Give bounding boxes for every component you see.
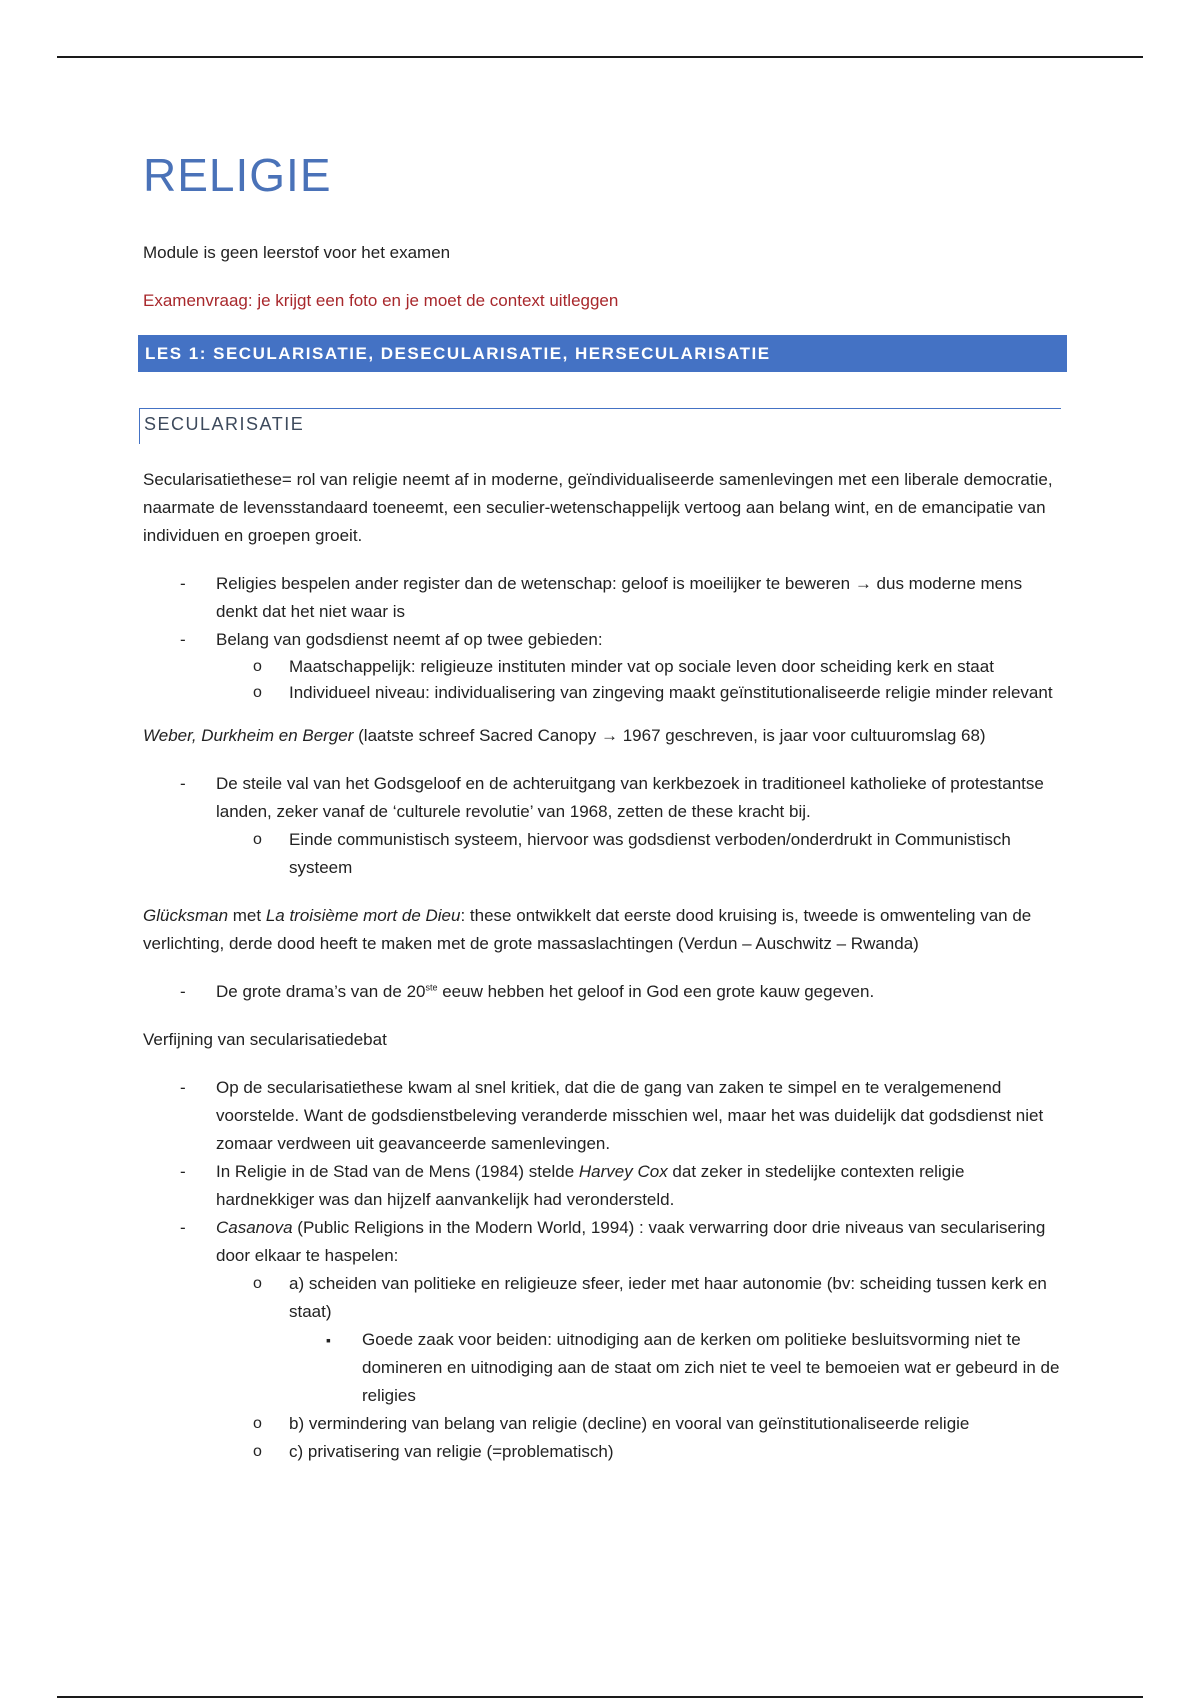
list-item <box>143 770 1063 882</box>
list-item-text: Op de secularisatiethese kwam al snel kritiek, dat die de gang van zaken te simpel en te veralgemenend voorstelde. Want de godsdienstbeleving veranderde misschien wel, maar het was duidelijk dat godsdienst niet zomaar verdween uit geavanceerde samenlevingen. <box>216 1078 1044 1153</box>
module-note: Module is geen leerstof voor het examen <box>143 243 451 262</box>
glucksman-paragraph <box>143 902 1063 958</box>
sub-list-item-text: Maatschappelijk: religieuze instituten minder vat op sociale leven door scheiding kerk en staat <box>289 657 994 676</box>
list-item-text: (Public Religions in the Modern World, 1994) : vaak verwarring door drie niveaus van secularisering door elkaar te haspelen: <box>216 1218 1046 1265</box>
superscript: ste <box>425 982 438 993</box>
weber-paragraph <box>143 722 1063 750</box>
sub-list-item <box>143 1410 1063 1438</box>
list-item <box>143 978 1063 1006</box>
list-item-text-end: dat zeker in stedelijke contexten religie hardnekkiger was dan hijzelf aanvankelijk had verondersteld. <box>216 1162 965 1209</box>
sub-list-item <box>143 826 1063 882</box>
sub-list <box>216 1270 1063 1466</box>
sub-list-item <box>143 654 1063 680</box>
sub-list <box>216 826 1063 882</box>
list-item <box>143 570 1063 626</box>
list-item <box>143 626 1063 706</box>
document-page <box>143 145 1063 1466</box>
list-item <box>143 1214 1063 1466</box>
sub-list-item <box>143 1270 1063 1410</box>
list-item-text: Belang van godsdienst neemt af op twee gebieden: <box>216 630 603 649</box>
secularization-definition: Secularisatiethese= rol van religie neemt af in moderne, geïndividualiseerde samenlevingen met een liberale democratie, naarmate de levensstandaard toeneemt, een seculier-wetenschappelijk vertoog aan belang wint, en de emancipatie van individuen en groepen groeit. <box>143 470 1053 545</box>
sub-list-item <box>143 680 1063 706</box>
list-item <box>143 1158 1063 1214</box>
list-item-text: Religies bespelen ander register dan de wetenschap: geloof is moeilijker te beweren → dus moderne mens denkt dat het niet waar is <box>216 574 1023 621</box>
sub-list-item-text: b) vermindering van belang van religie (decline) en vooral van geïnstitutionaliseerde religie <box>289 1414 970 1433</box>
book-title: La troisième mort de Dieu <box>265 906 461 925</box>
bullet-list-3 <box>143 978 1063 1006</box>
author-name: Casanova <box>216 1218 293 1237</box>
connector-text: met <box>228 906 266 925</box>
author-name: Glücksman <box>143 906 229 925</box>
sub-list-item-text: c) privatisering van religie (=problematisch) <box>289 1442 614 1461</box>
list-item-text: De grote drama’s van de 20 <box>216 982 426 1001</box>
bullet-list-1 <box>143 570 1063 706</box>
author-names: Weber, Durkheim en Berger <box>143 726 354 745</box>
sub-sub-list-item <box>143 1326 1063 1410</box>
sub-list <box>216 654 1063 706</box>
weber-text: (laatste schreef Sacred Canopy → 1967 geschreven, is jaar voor cultuuromslag 68) <box>353 726 986 745</box>
bullet-list-2 <box>143 770 1063 882</box>
sub-list-item-text: Individueel niveau: individualisering van zingeving maakt geïnstitutionaliseerde religie minder relevant <box>289 683 1053 702</box>
page-top-rule <box>57 56 1143 58</box>
sub-list-item-text: Einde communistisch systeem, hiervoor was godsdienst verboden/onderdrukt in Communistisch systeem <box>289 830 1011 877</box>
section-heading: SECULARISATIE <box>139 408 1061 444</box>
list-item-text-end: eeuw hebben het geloof in God een grote kauw gegeven. <box>437 982 875 1001</box>
list-item-text: In Religie in de Stad van de Mens (1984) stelde <box>216 1162 579 1181</box>
glucksman-text: : these ontwikkelt dat eerste dood kruising is, tweede is omwenteling van de verlichting, derde dood heeft te maken met de grote massaslachtingen (Verdun – Auschwitz – Rwanda) <box>143 906 1032 953</box>
sub-list-item-text: a) scheiden van politieke en religieuze sfeer, ieder met haar autonomie (bv: scheiding tussen kerk en staat) <box>289 1274 1047 1321</box>
sub-sub-list <box>289 1326 1063 1410</box>
author-name: Harvey Cox <box>578 1162 668 1181</box>
refinement-heading: Verfijning van secularisatiedebat <box>143 1030 387 1049</box>
lesson-heading: LES 1: SECULARISATIE, DESECULARISATIE, HERSECULARISATIE <box>138 335 1067 372</box>
page-bottom-rule <box>57 1696 1143 1698</box>
list-item-text: De steile val van het Godsgeloof en de achteruitgang van kerkbezoek in traditioneel katholieke of protestantse landen, zeker vanaf de ‘culturele revolutie’ van 1968, zetten de these kracht bij. <box>216 774 1044 821</box>
exam-question: Examenvraag: je krijgt een foto en je moet de context uitleggen <box>143 291 619 310</box>
sub-list-item <box>143 1438 1063 1466</box>
bullet-list-4 <box>143 1074 1063 1466</box>
list-item <box>143 1074 1063 1158</box>
page-title: RELIGIE <box>143 149 332 201</box>
sub-sub-list-item-text: Goede zaak voor beiden: uitnodiging aan de kerken om politieke besluitsvorming niet te domineren en uitnodiging aan de staat om zich niet te veel te bemoeien wat er gebeurd in de religies <box>362 1330 1060 1405</box>
